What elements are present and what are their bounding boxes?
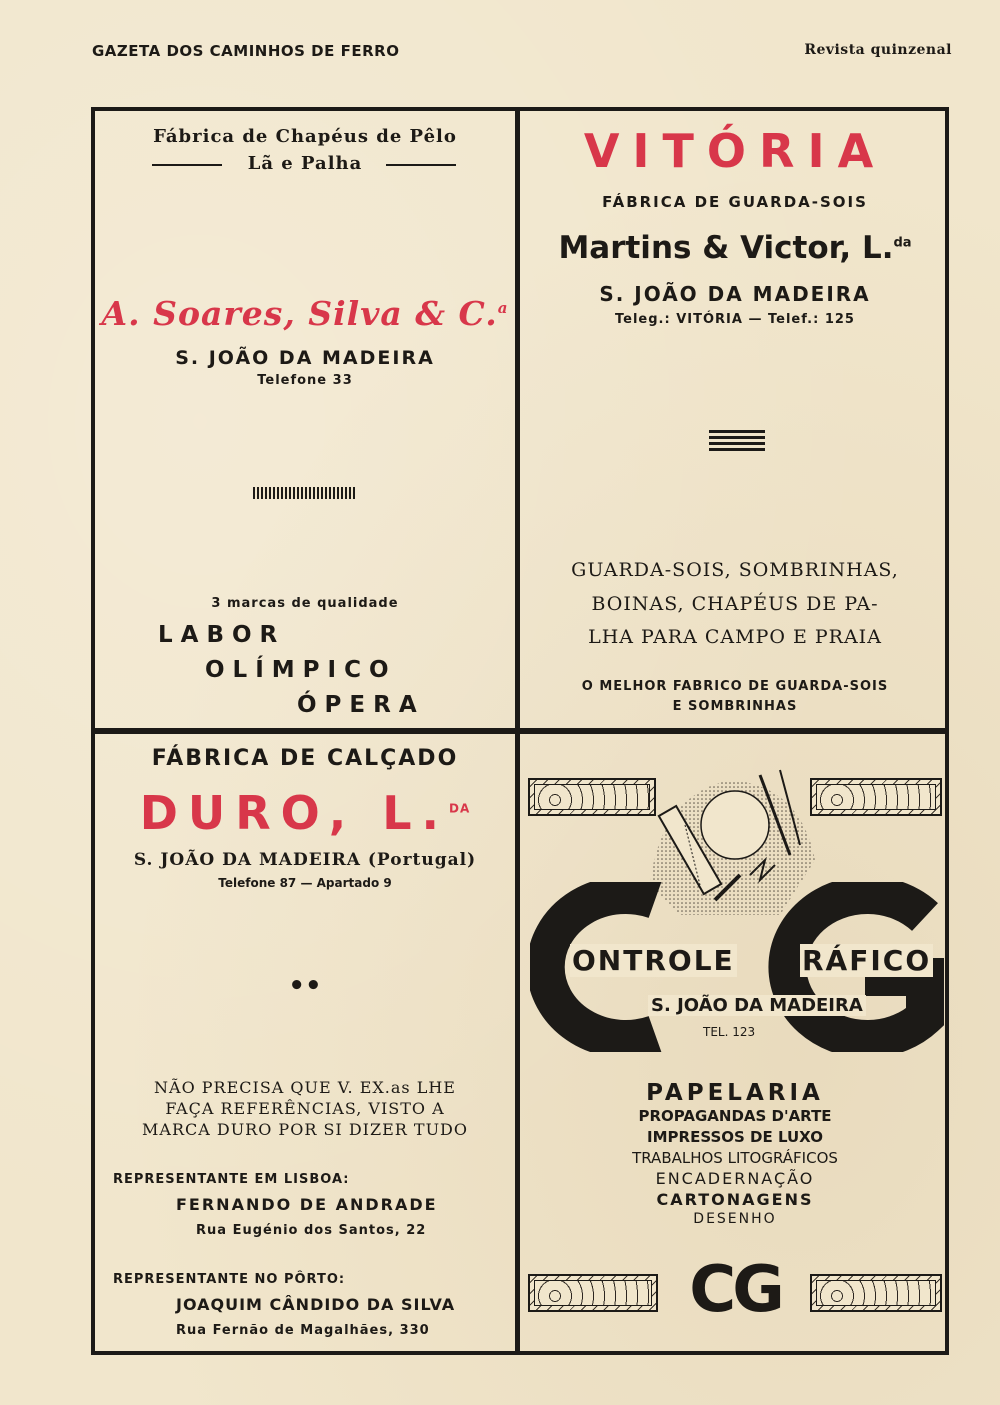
ad-vitoria-subtitle: FÁBRICA DE GUARDA-SOIS: [602, 193, 868, 211]
ad-controle-service-1: PAPELARIA: [646, 1080, 824, 1106]
ad-vitoria-brand: VITÓRIA: [583, 124, 887, 178]
ad-soares-ornament: [253, 487, 355, 499]
ad-soares-brand-olimpico: OLÍMPICO: [205, 657, 397, 683]
ad-soares-city: S. JOÃO DA MADEIRA: [175, 347, 435, 369]
ad-soares-company: [100, 294, 510, 333]
ad-vitoria-products-1: GUARDA-SOIS, SOMBRINHAS,: [571, 559, 899, 581]
ad-duro-text-2: FAÇA REFERÊNCIAS, VISTO A: [165, 1099, 445, 1118]
ornamental-band-bottom-right: [810, 1274, 942, 1312]
ad-vitoria-slogan-2: E SOMBRINHAS: [672, 699, 798, 714]
ad-duro-rep-lisboa-address: Rua Eugénio dos Santos, 22: [196, 1223, 427, 1238]
horizontal-divider: [91, 728, 949, 734]
ad-controle-service-5: ENCADERNAÇÃO: [655, 1169, 815, 1188]
ad-duro-brand-text: DURO, L.: [139, 786, 450, 840]
ad-duro-city: S. JOÃO DA MADEIRA (Portugal): [133, 850, 477, 870]
ad-controle-service-2: PROPAGANDAS D'ARTE: [638, 1107, 832, 1125]
ad-vitoria-slogan-1: O MELHOR FABRICO DE GUARDA-SOIS: [581, 679, 889, 694]
ad-soares-brand-labor: LABOR: [158, 622, 286, 648]
ad-controle-phone: TEL. 123: [703, 1025, 756, 1039]
ornamental-band-top-left: [528, 778, 656, 816]
ad-controle-word2: RÁFICO: [802, 944, 932, 977]
ad-duro-rep-porto-name: JOAQUIM CÂNDIDO DA SILVA: [176, 1295, 456, 1314]
ad-soares-phone: Telefone 33: [257, 373, 353, 388]
ad-duro-contacts: Telefone 87 — Apartado 9: [218, 876, 392, 890]
ad-vitoria-contacts: Teleg.: VITÓRIA — Telef.: 125: [615, 312, 855, 327]
rule-right: [386, 164, 456, 166]
ad-controle-city: S. JOÃO DA MADEIRA: [648, 995, 866, 1016]
ad-duro-text-1: NÃO PRECISA QUE V. EX.as LHE: [154, 1078, 456, 1097]
ad-duro-brand: [100, 786, 510, 840]
journal-title: GAZETA DOS CAMINHOS DE FERRO: [92, 42, 400, 60]
ad-controle-monogram: CG: [689, 1253, 781, 1327]
ad-controle-word1: ONTROLE: [572, 944, 735, 977]
ad-vitoria-ornament: [709, 430, 765, 451]
ad-soares-company-sup: a: [497, 299, 509, 317]
ad-duro-rep-porto-address: Rua Fernão de Magalhães, 330: [176, 1323, 430, 1338]
ad-controle-service-6: CARTONAGENS: [656, 1190, 814, 1209]
ad-vitoria-company-sup: da: [893, 235, 912, 251]
ad-soares-company-text: A. Soares, Silva & C.: [101, 294, 498, 333]
ad-vitoria-products-3: LHA PARA CAMPO E PRAIA: [588, 626, 882, 648]
ad-soares-brand-opera: ÓPERA: [297, 692, 425, 718]
ad-controle-service-3: IMPRESSOS DE LUXO: [647, 1128, 823, 1146]
ad-controle-service-4: TRABALHOS LITOGRÁFICOS: [632, 1149, 838, 1167]
ornamental-band-top-right: [810, 778, 942, 816]
ad-duro-rep-lisboa-name: FERNANDO DE ANDRADE: [176, 1195, 438, 1214]
ad-vitoria-products-2: BOINAS, CHAPÉUS DE PA-: [591, 593, 879, 615]
ad-soares-line1: Fábrica de Chapéus de Pêlo: [153, 126, 457, 147]
ad-duro-rep-lisboa-label: REPRESENTANTE EM LISBOA:: [113, 1172, 350, 1187]
ad-duro-text-3: MARCA DURO POR SI DIZER TUDO: [142, 1120, 468, 1139]
ad-vitoria-city: S. JOÃO DA MADEIRA: [599, 282, 871, 306]
ad-vitoria-company-text: Martins & Victor, L.: [558, 230, 894, 266]
ad-vitoria-company: [525, 230, 945, 266]
ornamental-band-bottom-left: [528, 1274, 658, 1312]
ad-duro-title: FÁBRICA DE CALÇADO: [151, 746, 459, 771]
ad-duro-rep-porto-label: REPRESENTANTE NO PÔRTO:: [113, 1272, 346, 1287]
ad-soares-line2: Lã e Palha: [247, 153, 363, 174]
ad-duro-brand-sup: DA: [449, 801, 471, 816]
ad-duro-ornament: ••: [288, 971, 322, 1001]
ad-soares-brands-intro: 3 marcas de qualidade: [211, 596, 399, 611]
journal-subtitle: Revista quinzenal: [804, 42, 952, 58]
ad-controle-service-7: DESENHO: [693, 1211, 777, 1227]
